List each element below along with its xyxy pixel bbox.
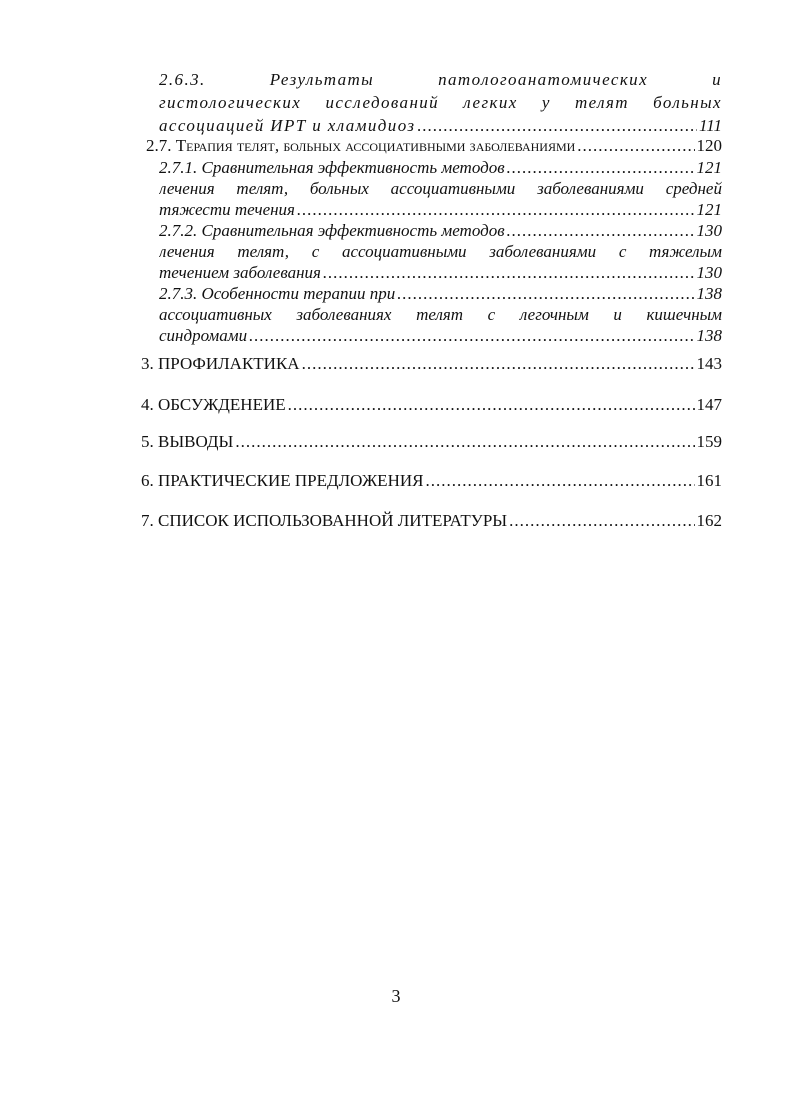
toc-entry-title: 2.7.1. Сравнительная эффективность методов bbox=[159, 158, 505, 177]
toc-entry-title: 3. ПРОФИЛАКТИКА bbox=[141, 354, 300, 373]
toc-word: средней bbox=[665, 179, 722, 198]
toc-entry-2-6-3-line-2 bbox=[159, 93, 722, 113]
toc-word: телят bbox=[574, 93, 629, 112]
toc-page-number: 121 bbox=[696, 200, 722, 219]
toc-page-number: 111 bbox=[699, 116, 722, 135]
toc-entry-title: 7. СПИСОК ИСПОЛЬЗОВАННОЙ ЛИТЕРАТУРЫ bbox=[141, 511, 508, 530]
toc-entry-2-7-1-line-1[interactable] bbox=[159, 158, 722, 178]
dot-leader bbox=[249, 326, 694, 346]
toc-page-number: 138 bbox=[696, 284, 722, 303]
toc-entry-4[interactable] bbox=[141, 395, 722, 415]
toc-entry-2-7-2-line-3[interactable] bbox=[159, 263, 722, 283]
dot-leader bbox=[417, 116, 697, 136]
toc-entry-2-7-2-line-2 bbox=[159, 242, 722, 262]
toc-word: патологоанатомических bbox=[438, 70, 649, 89]
toc-entry-title: 4. ОБСУЖДЕНЕИЕ bbox=[141, 395, 286, 414]
dot-leader bbox=[397, 284, 694, 304]
toc-entry-2-7-3-line-1[interactable] bbox=[159, 284, 722, 304]
toc-word: больных bbox=[653, 93, 722, 112]
toc-entry-title: синдромами bbox=[159, 326, 248, 345]
toc-word: лечения bbox=[159, 179, 215, 198]
toc-page-number: 161 bbox=[696, 471, 722, 490]
toc-page-number: 162 bbox=[696, 511, 722, 530]
toc-page-number: 159 bbox=[696, 432, 722, 451]
dot-leader bbox=[323, 263, 695, 283]
toc-word: телят, bbox=[237, 242, 290, 261]
toc-entry-5[interactable] bbox=[141, 432, 722, 452]
toc-page-number: 130 bbox=[696, 221, 722, 240]
toc-entry-title: тяжести течения bbox=[159, 200, 295, 219]
page-number: 3 bbox=[391, 986, 401, 1006]
dot-leader bbox=[235, 432, 694, 452]
toc-page-number: 143 bbox=[696, 354, 722, 373]
toc-word: тяжелым bbox=[649, 242, 722, 261]
toc-entry-2-7-1-line-2 bbox=[159, 179, 722, 199]
dot-leader bbox=[507, 158, 695, 178]
toc-entry-title: течением заболевания bbox=[159, 263, 321, 282]
toc-word: ассоциативными bbox=[390, 179, 516, 198]
toc-entry-2-7-3-line-3[interactable] bbox=[159, 326, 722, 346]
toc-word: кишечным bbox=[646, 305, 722, 324]
toc-entry-2-7[interactable] bbox=[146, 136, 722, 156]
toc-word: заболеваниях bbox=[296, 305, 392, 324]
toc-word: гистологических bbox=[159, 93, 302, 112]
toc-word: и bbox=[712, 70, 722, 89]
toc-word: исследований bbox=[325, 93, 440, 112]
toc-entry-title: 2.7.2. Сравнительная эффективность методов bbox=[159, 221, 505, 240]
toc-entry-title: ассоциацией ИРТ и хламидиоз bbox=[159, 116, 416, 135]
toc-word: больных bbox=[309, 179, 369, 198]
toc-entry-2-7-2-line-1[interactable] bbox=[159, 221, 722, 241]
toc-page-number: 138 bbox=[696, 326, 722, 345]
dot-leader bbox=[302, 354, 695, 374]
toc-word: телят, bbox=[236, 179, 289, 198]
toc-word: у bbox=[541, 93, 551, 112]
toc-word: и bbox=[613, 305, 622, 324]
toc-entry-2-6-3-line-3[interactable] bbox=[159, 116, 722, 136]
toc-word: легочным bbox=[519, 305, 589, 324]
toc-word: ассоциативных bbox=[159, 305, 272, 324]
dot-leader bbox=[297, 200, 695, 220]
dot-leader bbox=[577, 136, 694, 156]
toc-word: с bbox=[487, 305, 496, 324]
toc-page-number: 130 bbox=[696, 263, 722, 282]
toc-entry-3[interactable] bbox=[141, 354, 722, 374]
toc-word: телят bbox=[416, 305, 464, 324]
toc-word: ассоциативными bbox=[341, 242, 467, 261]
toc-word: Результаты bbox=[269, 70, 375, 89]
dot-leader bbox=[425, 471, 694, 491]
toc-entry-6[interactable] bbox=[141, 471, 722, 491]
toc-word: заболеваниями bbox=[537, 179, 644, 198]
toc-word: с bbox=[618, 242, 627, 261]
toc-word: 2.6.3. bbox=[159, 70, 206, 89]
toc-entry-2-7-3-line-2 bbox=[159, 305, 722, 325]
toc-entry-2-7-1-line-3[interactable] bbox=[159, 200, 722, 220]
toc-entry-2-6-3-line-1 bbox=[159, 70, 722, 90]
toc-page-number: 121 bbox=[696, 158, 722, 177]
toc-word: с bbox=[311, 242, 320, 261]
dot-leader bbox=[288, 395, 695, 415]
toc-word: легких bbox=[463, 93, 518, 112]
toc-entry-title: 2.7. Терапия телят, больных ассоциативными заболеваниями bbox=[146, 136, 576, 155]
toc-entry-title: 2.7.3. Особенности терапии при bbox=[159, 284, 396, 303]
dot-leader bbox=[507, 221, 695, 241]
toc-entry-title: 6. ПРАКТИЧЕСКИЕ ПРЕДЛОЖЕНИЯ bbox=[141, 471, 424, 490]
toc-entry-7[interactable] bbox=[141, 511, 722, 531]
toc-page-number: 147 bbox=[696, 395, 722, 414]
toc-word: лечения bbox=[159, 242, 215, 261]
toc-entry-title: 5. ВЫВОДЫ bbox=[141, 432, 234, 451]
dot-leader bbox=[509, 511, 694, 531]
toc-word: заболеваниями bbox=[489, 242, 597, 261]
toc-page-number: 120 bbox=[696, 136, 722, 155]
